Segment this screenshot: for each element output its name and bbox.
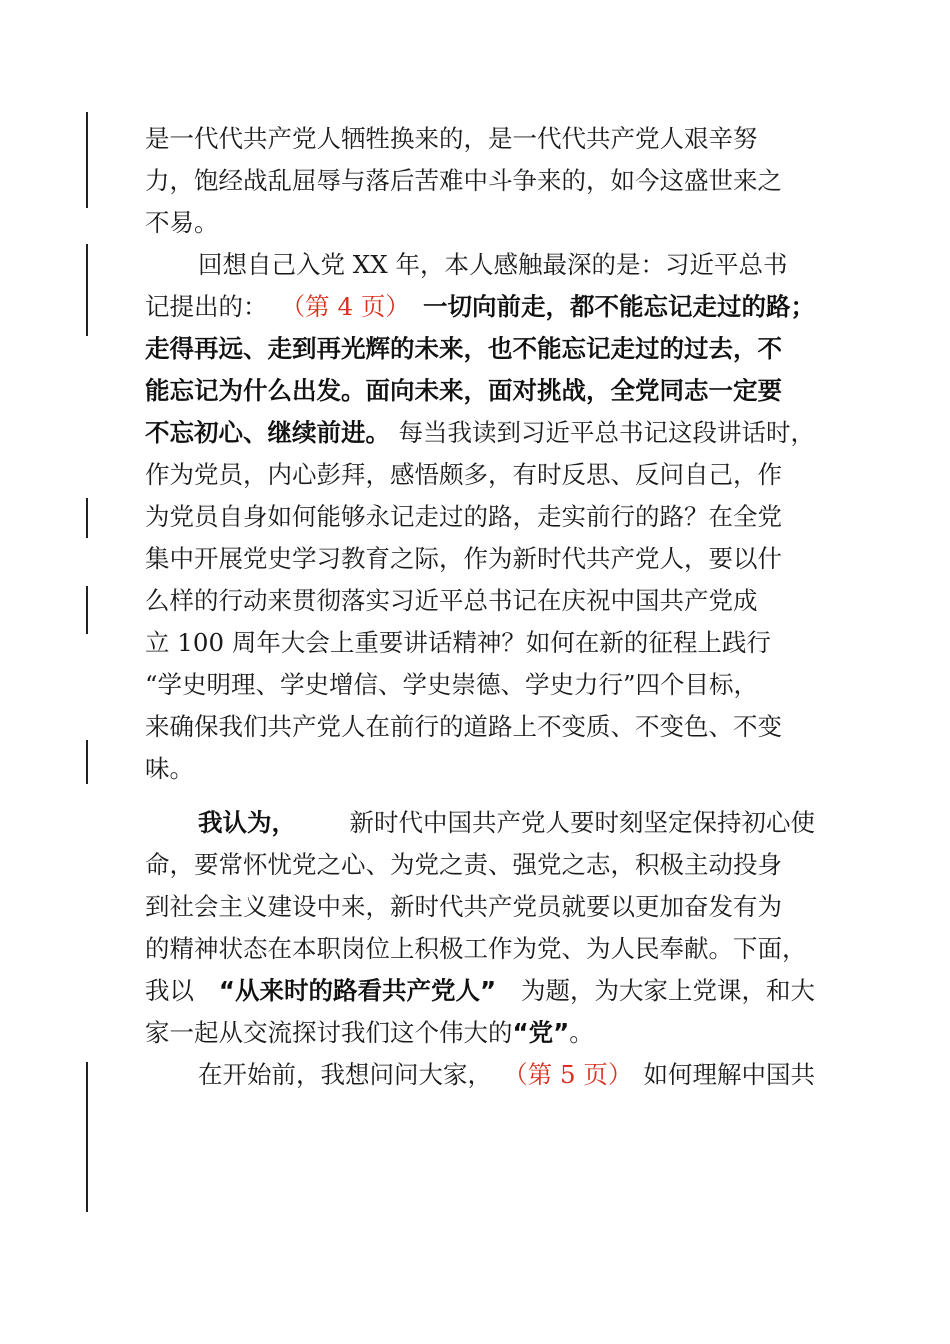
paragraph2-line12: 来确保我们共产党人在前行的道路上不变质、不变色、不变 <box>145 712 782 741</box>
quote-bold-line3: 走得再远、走到再光辉的未来，也不能忘记走过的过去，不 <box>145 334 782 363</box>
paragraph2-line2 <box>145 286 815 328</box>
paragraph2-line11: “学史明理、学史增信、学史崇德、学史力行”四个目标， <box>145 670 759 699</box>
paragraph2-line2-text: 记提出的： <box>145 292 268 321</box>
lecture-title-bold: “从来时的路看共产党人” <box>218 976 497 1005</box>
paragraph4-line1-text: 在开始前，我想问问大家， <box>198 1060 492 1089</box>
paragraph3-line1 <box>145 802 815 844</box>
paragraph2-line10: 立 100 周年大会上重要讲话精神？如何在新的征程上践行 <box>145 628 771 657</box>
paragraph3-line6-text: 家一起从交流探讨我们这个伟大的 <box>145 1018 513 1047</box>
quote-bold-end: 不忘初心、继续前进。 <box>145 418 390 447</box>
paragraph1-line1: 是一代代共产党人牺牲换来的，是一代代共产党人艰辛努 <box>145 124 758 153</box>
paragraph2-line5 <box>145 412 815 454</box>
lead-bold-text: 我认为， <box>198 808 296 837</box>
page-marker-4: （第 4 页） <box>280 292 410 321</box>
paragraph3-line5-text-a: 我以 <box>145 976 194 1005</box>
margin-change-bar <box>86 740 88 784</box>
paragraph4-line1-end: 如何理解中国共 <box>643 1060 815 1089</box>
paragraph2-line5-text: 每当我读到习近平总书记这段讲话时， <box>398 418 815 447</box>
margin-change-bar <box>86 112 88 208</box>
paragraph3-line4: 的精神状态在本职岗位上积极工作为党、为人民奉献。下面， <box>145 934 807 963</box>
document-body <box>145 118 815 1096</box>
paragraph4-line1 <box>145 1054 815 1096</box>
paragraph3-line3: 到社会主义建设中来，新时代共产党员就要以更加奋发有为 <box>145 892 782 921</box>
paragraph3-line2: 命，要常怀忧党之心、为党之责、强党之志，积极主动投身 <box>145 850 782 879</box>
paragraph2-line9: 么样的行动来贯彻落实习近平总书记在庆祝中国共产党成 <box>145 586 758 615</box>
page-marker-5: （第 5 页） <box>503 1060 633 1089</box>
margin-change-bar <box>86 498 88 538</box>
paragraph-gap <box>145 790 815 802</box>
quote-bold-text: 一切向前走，都不能忘记走过的路； <box>422 292 815 321</box>
paragraph3-line1-text: 新时代中国共产党人要时刻坚定保持初心使 <box>349 808 815 837</box>
paragraph3-line5 <box>145 970 815 1012</box>
margin-change-bar <box>86 1062 88 1212</box>
quote-bold-line4: 能忘记为什么出发。面向未来，面对挑战，全党同志一定要 <box>145 376 782 405</box>
paragraph1-line3: 不易。 <box>145 208 219 237</box>
paragraph2-line7: 为党员自身如何能够永记走过的路，走实前行的路？在全党 <box>145 502 782 531</box>
paragraph2-line8: 集中开展党史学习教育之际，作为新时代共产党人，要以什 <box>145 544 782 573</box>
paragraph3-line6-end: 。 <box>569 1018 594 1047</box>
paragraph1-line2: 力，饱经战乱屈辱与落后苦难中斗争来的，如今这盛世来之 <box>145 166 782 195</box>
paragraph2-line13: 味。 <box>145 754 194 783</box>
margin-change-bar <box>86 586 88 634</box>
paragraph3-line5-text-b: 为题，为大家上党课，和大 <box>520 976 815 1005</box>
paragraph2-line1: 回想自己入党 XX 年，本人感触最深的是：习近平总书 <box>198 250 788 279</box>
paragraph3-line6 <box>145 1012 815 1054</box>
margin-change-bar <box>86 244 88 336</box>
paragraph2-line6: 作为党员，内心彭拜，感悟颇多，有时反思、反问自己，作 <box>145 460 782 489</box>
party-bold-text: “党” <box>512 1018 570 1047</box>
